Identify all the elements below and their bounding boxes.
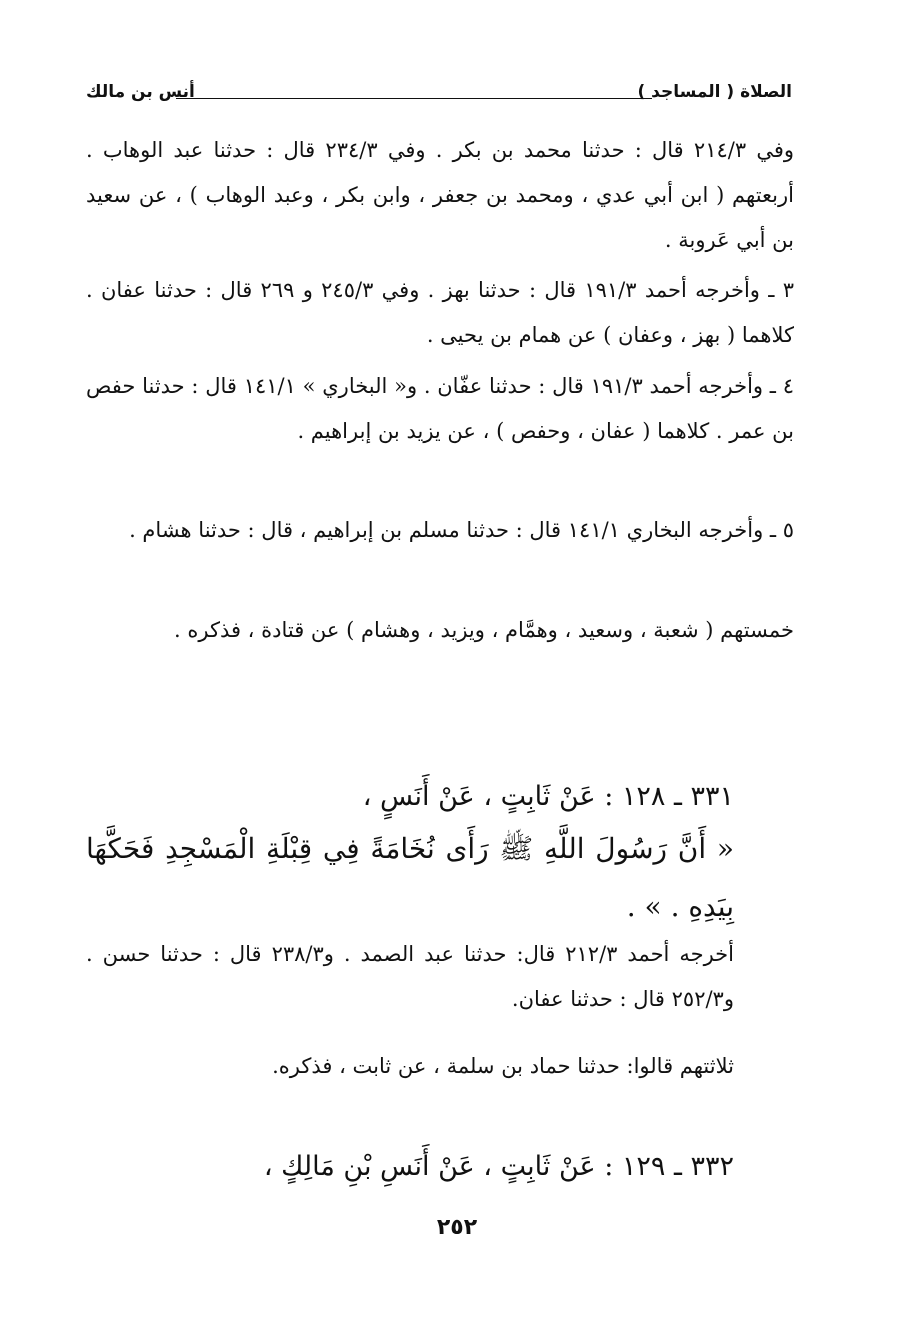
hadith-331-summary [86,1044,734,1089]
hadith-heading: ٣٣١ ـ ١٢٨ : عَنْ ثَابِتٍ ، عَنْ أَنَسٍ ، [362,781,734,812]
hadith-331-takhrij [86,932,734,1022]
hadith-heading: ٣٣٢ ـ ١٢٩ : عَنْ ثَابِتٍ ، عَنْ أَنَسِ بْنِ مَالِكٍ ، [263,1151,734,1182]
takhrij-summary [86,608,794,653]
paragraph: ٥ ـ وأخرجه البخاري ١٤١/١ قال : حدثنا مسلم بن إبراهيم ، قال : حدثنا هشام . [129,518,794,542]
running-header [86,80,792,110]
paragraph: أخرجه أحمد ٢١٢/٣ قال: حدثنا عبد الصمد . و٢٣٨/٣ قال : حدثنا حسن . و٢٥٢/٣ قال : حدثنا عفان. [86,942,734,1011]
takhrij-continuation [86,128,794,263]
page-number: ٢٥٢ [436,1215,478,1240]
takhrij-4 [86,364,794,454]
paragraph: ٣ ـ وأخرجه أحمد ١٩١/٣ قال : حدثنا بهز . وفي ٢٤٥/٣ و ٢٦٩ قال : حدثنا عفان . كلاهما ( بهز ، وعفان ) عن همام بن يحيى . [86,278,794,347]
hadith-332-heading [86,1145,734,1189]
takhrij-5 [86,508,794,553]
hadith-331-heading [86,775,734,819]
header-narrator: أنس بن مالك [86,82,195,102]
paragraph: وفي ٢١٤/٣ قال : حدثنا محمد بن بكر . وفي ٢٣٤/٣ قال : حدثنا عبد الوهاب . أربعتهم ( ابن أبي عدي ، ومحمد بن جعفر ، وابن بكر ، وعبد الوهاب ) ، عن سعيد بن أبي عَروبة . [86,138,795,252]
header-rule [176,98,652,99]
header-chapter: الصلاة ( المساجد ) [637,82,792,102]
hadith-331-text [86,820,734,936]
hadith-text: « أَنَّ رَسُولَ اللَّهِ ﷺ رَأَى نُخَامَةً فِي قِبْلَةِ الْمَسْجِدِ فَحَكَّهَا بِيَدِهِ . » . [86,832,734,923]
takhrij-3 [86,268,794,358]
paragraph: خمستهم ( شعبة ، وسعيد ، وهمَّام ، ويزيد ، وهشام ) عن قتادة ، فذكره . [174,618,794,642]
paragraph: ٤ ـ وأخرجه أحمد ١٩١/٣ قال : حدثنا عفّان . و« البخاري » ١٤١/١ قال : حدثنا حفص بن عمر . كلاهما ( عفان ، وحفص ) ، عن يزيد بن إبراهيم . [86,374,794,443]
paragraph: ثلاثتهم قالوا: حدثنا حماد بن سلمة ، عن ثابت ، فذكره. [272,1054,734,1078]
